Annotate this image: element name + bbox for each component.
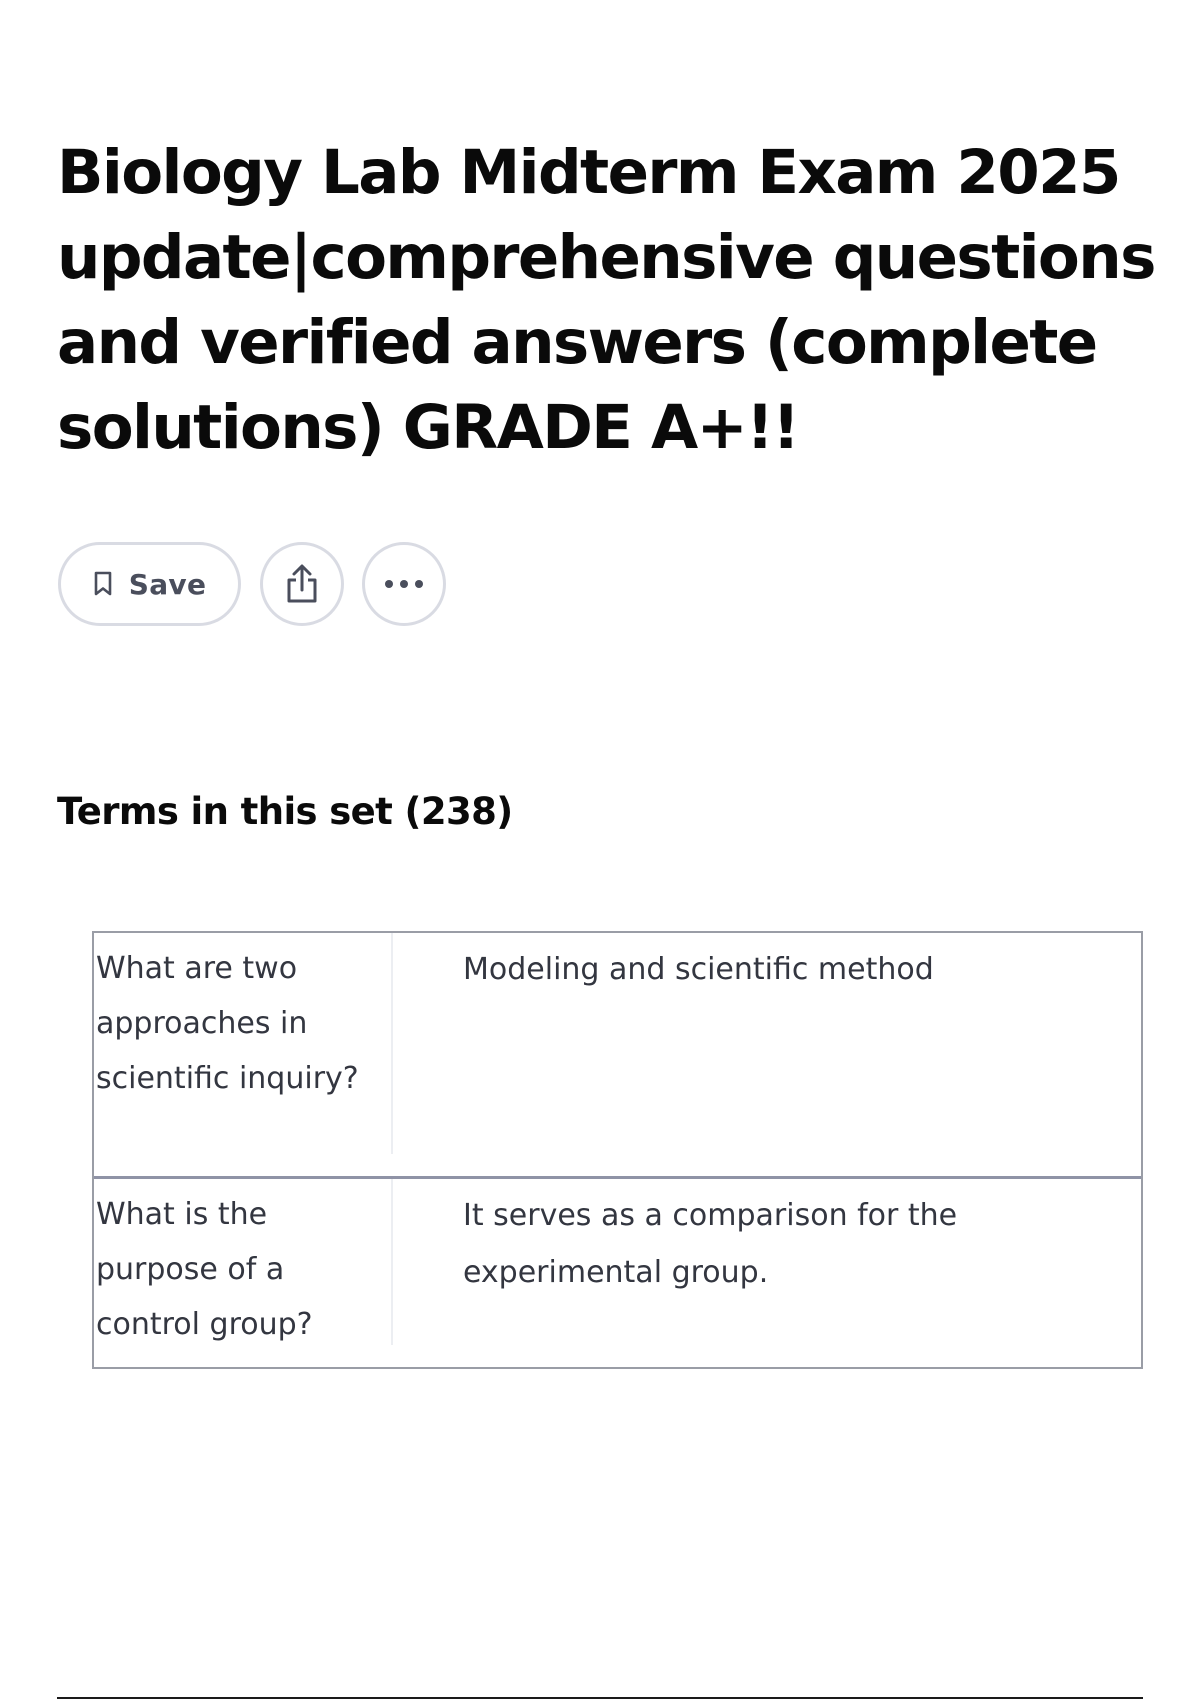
- term-row: [94, 933, 1141, 1179]
- action-bar: [58, 542, 446, 626]
- bookmark-icon: [93, 571, 113, 597]
- definition-text: Modeling and scientific method: [463, 952, 934, 987]
- term-text: What is the purpose of a control group?: [94, 1179, 393, 1345]
- share-icon: [283, 563, 321, 605]
- definition-text: It serves as a comparison for the experimental group.: [463, 1198, 958, 1290]
- term-text: What are two approaches in scientific inquiry?: [94, 933, 393, 1154]
- terms-table: [92, 931, 1143, 1369]
- share-button[interactable]: [260, 542, 344, 626]
- save-button[interactable]: [58, 542, 241, 626]
- terms-heading: Terms in this set (238): [57, 790, 513, 833]
- save-label: Save: [128, 567, 207, 601]
- set-title: Biology Lab Midterm Exam 2025 update|comprehensive questions and verified answers (complete solutions) GRADE A+!!: [57, 137, 1155, 463]
- divider: [57, 1697, 1143, 1699]
- more-options-button[interactable]: [362, 542, 446, 626]
- term-row: [94, 1179, 1141, 1367]
- more-horizontal-icon: [384, 579, 424, 589]
